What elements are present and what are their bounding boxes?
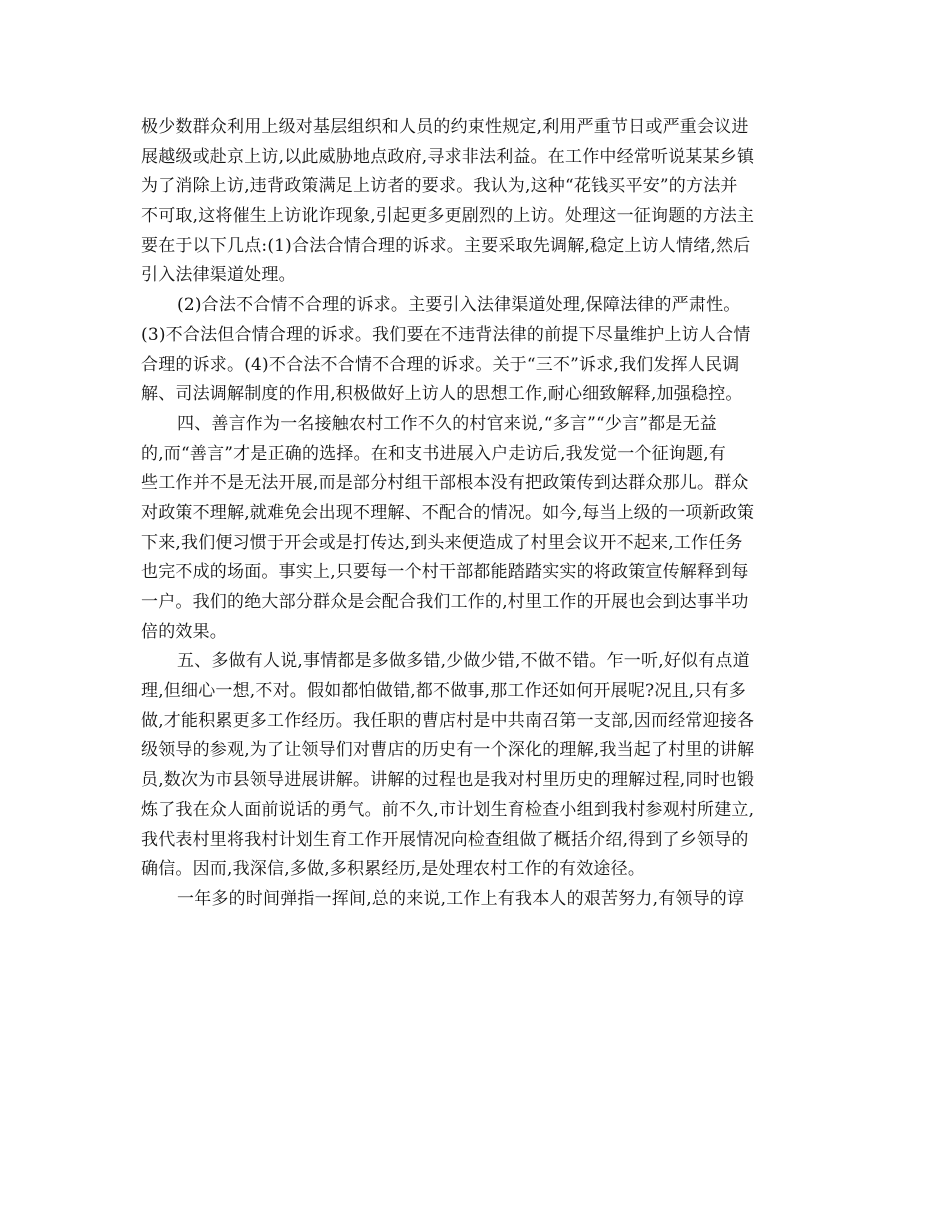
text-line: 级领导的参观,为了让领导们对曹店的历史有一个深化的理解,我当起了村里的讲解	[141, 740, 755, 761]
text-line: 不可取,这将催生上访讹诈现象,引起更多更剧烈的上访。处理这一征询题的方法主	[141, 206, 755, 227]
text-line: 些工作并不是无法开展,而是部分村组干部根本没有把政策传到达群众那儿。群众	[141, 473, 749, 494]
paragraph-start-line: 四、善言作为一名接触农村工作不久的村官来说,“多言”“少言”都是无益	[177, 413, 717, 434]
text-line: 解、司法调解制度的作用,积极做好上访人的思想工作,耐心细致解释,加强稳控。	[141, 384, 743, 405]
text-line: 员,数次为市县领导进展讲解。讲解的过程也是我对村里历史的理解过程,同时也锻	[141, 770, 755, 791]
paragraph-start-line: 五、多做有人说,事情都是多做多错,少做少错,不做不错。乍一听,好似有点道	[177, 651, 750, 672]
text-line: (3)不合法但合情合理的诉求。我们要在不违背法律的前提下尽量维护上访人合情	[141, 324, 751, 345]
text-line: 合理的诉求。(4)不合法不合情不合理的诉求。关于“三不”诉求,我们发挥人民调	[141, 354, 740, 375]
text-line: 要在于以下几点:(1)合法合情合理的诉求。主要采取先调解,稳定上访人情绪,然后	[141, 235, 751, 256]
text-line: 的,而“善言”才是正确的选择。在和支书进展入户走访后,我发觉一个征询题,有	[141, 443, 726, 464]
text-line: 为了消除上访,违背政策满足上访者的要求。我认为,这种“花钱买平安”的方法并	[141, 176, 738, 197]
text-line: 展越级或赴京上访,以此威胁地点政府,寻求非法利益。在工作中经常听说某某乡镇	[141, 146, 755, 167]
text-line: 下来,我们便习惯于开会或是打传达,到头来便造成了村里会议开不起来,工作任务	[141, 532, 743, 553]
text-line: 我代表村里将我村计划生育工作开展情况向检查组做了概括介绍,得到了乡领导的	[141, 829, 749, 850]
text-line: 倍的效果。	[141, 621, 227, 642]
text-line: 理,但细心一想,不对。假如都怕做错,都不做事,那工作还如何开展呢?况且,只有多	[141, 681, 746, 702]
paragraph-start-line: 一年多的时间弹指一挥间,总的来说,工作上有我本人的艰苦努力,有领导的谆	[177, 888, 745, 909]
text-line: 也完不成的场面。事实上,只要每一个村干部都能踏踏实实的将政策宣传解释到每	[141, 562, 749, 583]
text-line: 确信。因而,我深信,多做,多积累经历,是处理农村工作的有效途径。	[141, 859, 646, 880]
text-line: 炼了我在众人面前说话的勇气。前不久,市计划生育检查小组到我村参观村所建立,	[141, 799, 755, 820]
text-line: 做,才能积累更多工作经历。我任职的曹店村是中共南召第一支部,因而经常迎接各	[141, 710, 755, 731]
text-line: 极少数群众利用上级对基层组织和人员的约束性规定,利用严重节日或严重会议进	[141, 117, 749, 137]
text-line: 一户。我们的绝大部分群众是会配合我们工作的,村里工作的开展也会到达事半功	[141, 592, 749, 612]
text-line: 对政策不理解,就难免会出现不理解、不配合的情况。如今,每当上级的一项新政策	[141, 502, 755, 523]
document-body	[141, 113, 821, 915]
text-line: 引入法律渠道处理。	[141, 265, 296, 286]
paragraph-start-line: (2)合法不合情不合理的诉求。主要引入法律渠道处理,保障法律的严肃性。	[177, 295, 741, 316]
